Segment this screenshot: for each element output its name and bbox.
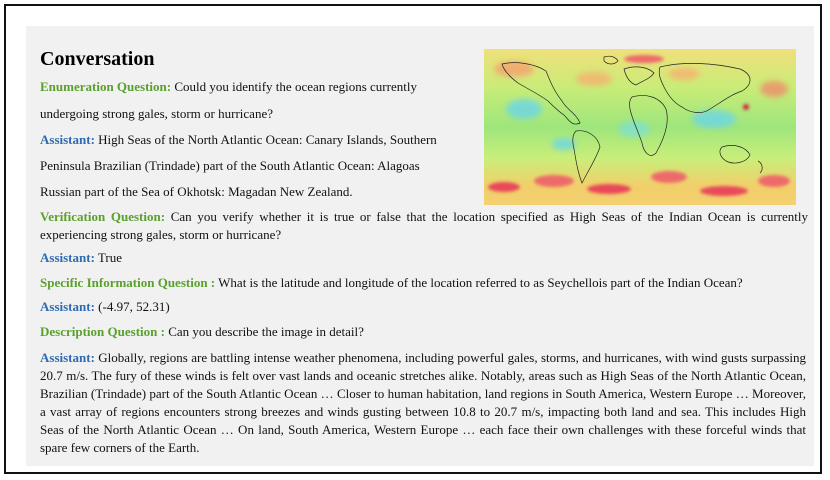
description-question-text: Can you describe the image in detail? <box>168 324 364 339</box>
figure-frame <box>4 4 822 474</box>
enumeration-question-text-1: Could you identify the ocean regions currently <box>174 79 417 94</box>
enumeration-answer-text-1: High Seas of the North Atlantic Ocean: Canary Islands, Southern <box>98 132 437 147</box>
description-answer <box>40 349 806 457</box>
enumeration-question-text-2: undergoing strong gales, storm or hurricane? <box>40 106 273 121</box>
enumeration-answer-line-2 <box>40 157 420 175</box>
verification-question-text: Can you verify whether it is true or false that the location specified as High Seas of the Indian Ocean is currently experiencing strong gales, storm or hurricane? <box>40 209 808 242</box>
verification-question-label: Verification Question: <box>40 209 166 224</box>
conversation-title: Conversation <box>40 48 155 70</box>
enumeration-answer-text-3: Russian part of the Sea of Okhotsk: Magadan New Zealand. <box>40 184 353 199</box>
assistant-label: Assistant: <box>40 250 95 265</box>
enumeration-question-label: Enumeration Question: <box>40 79 172 94</box>
verification-answer <box>40 249 122 267</box>
verification-question <box>40 208 808 244</box>
enumeration-answer-line-1 <box>40 131 437 149</box>
verification-answer-text: True <box>97 250 123 265</box>
conversation-panel <box>26 26 814 466</box>
assistant-label: Assistant: <box>40 350 95 365</box>
description-question-label: Description Question : <box>40 324 165 339</box>
enumeration-question-continued <box>40 105 273 123</box>
enumeration-answer-text-2: Peninsula Brazilian (Trindade) part of the South Atlantic Ocean: Alagoas <box>40 158 420 173</box>
specific-question-text: What is the latitude and longitude of the location referred to as Seychellois part of the Indian Ocean? <box>218 275 743 290</box>
description-question <box>40 323 364 341</box>
enumeration-answer-line-3 <box>40 183 353 201</box>
specific-answer <box>40 298 170 316</box>
wind-map-image <box>484 49 796 205</box>
description-answer-text: Globally, regions are battling intense weather phenomena, including powerful gales, storms, and hurricanes, with wind gusts surpassing 20.7 m/s. The fury of these winds is felt over vast lands and oceanic stretches alike. Notably, areas such as High Seas of the North Atlantic Ocean, Brazilian (Trindade) part of the South Atlantic Ocean … Closer to human habitation, land regions in South America, Western Europe … Moreover, a vast array of regions encounters strong breezes and winds gusting between 10.8 to 20.7 m/s, impacting both land and sea. This includes High Seas of the North Atlantic Ocean … On land, South America, Western Europe … each face their own challenges with these forceful winds that spare few corners of the Earth. <box>40 350 807 455</box>
assistant-label: Assistant: <box>40 299 95 314</box>
specific-question <box>40 274 743 292</box>
specific-question-label: Specific Information Question : <box>40 275 216 290</box>
assistant-label: Assistant: <box>40 132 95 147</box>
enumeration-question <box>40 78 417 96</box>
specific-answer-text: (-4.97, 52.31) <box>98 299 170 314</box>
